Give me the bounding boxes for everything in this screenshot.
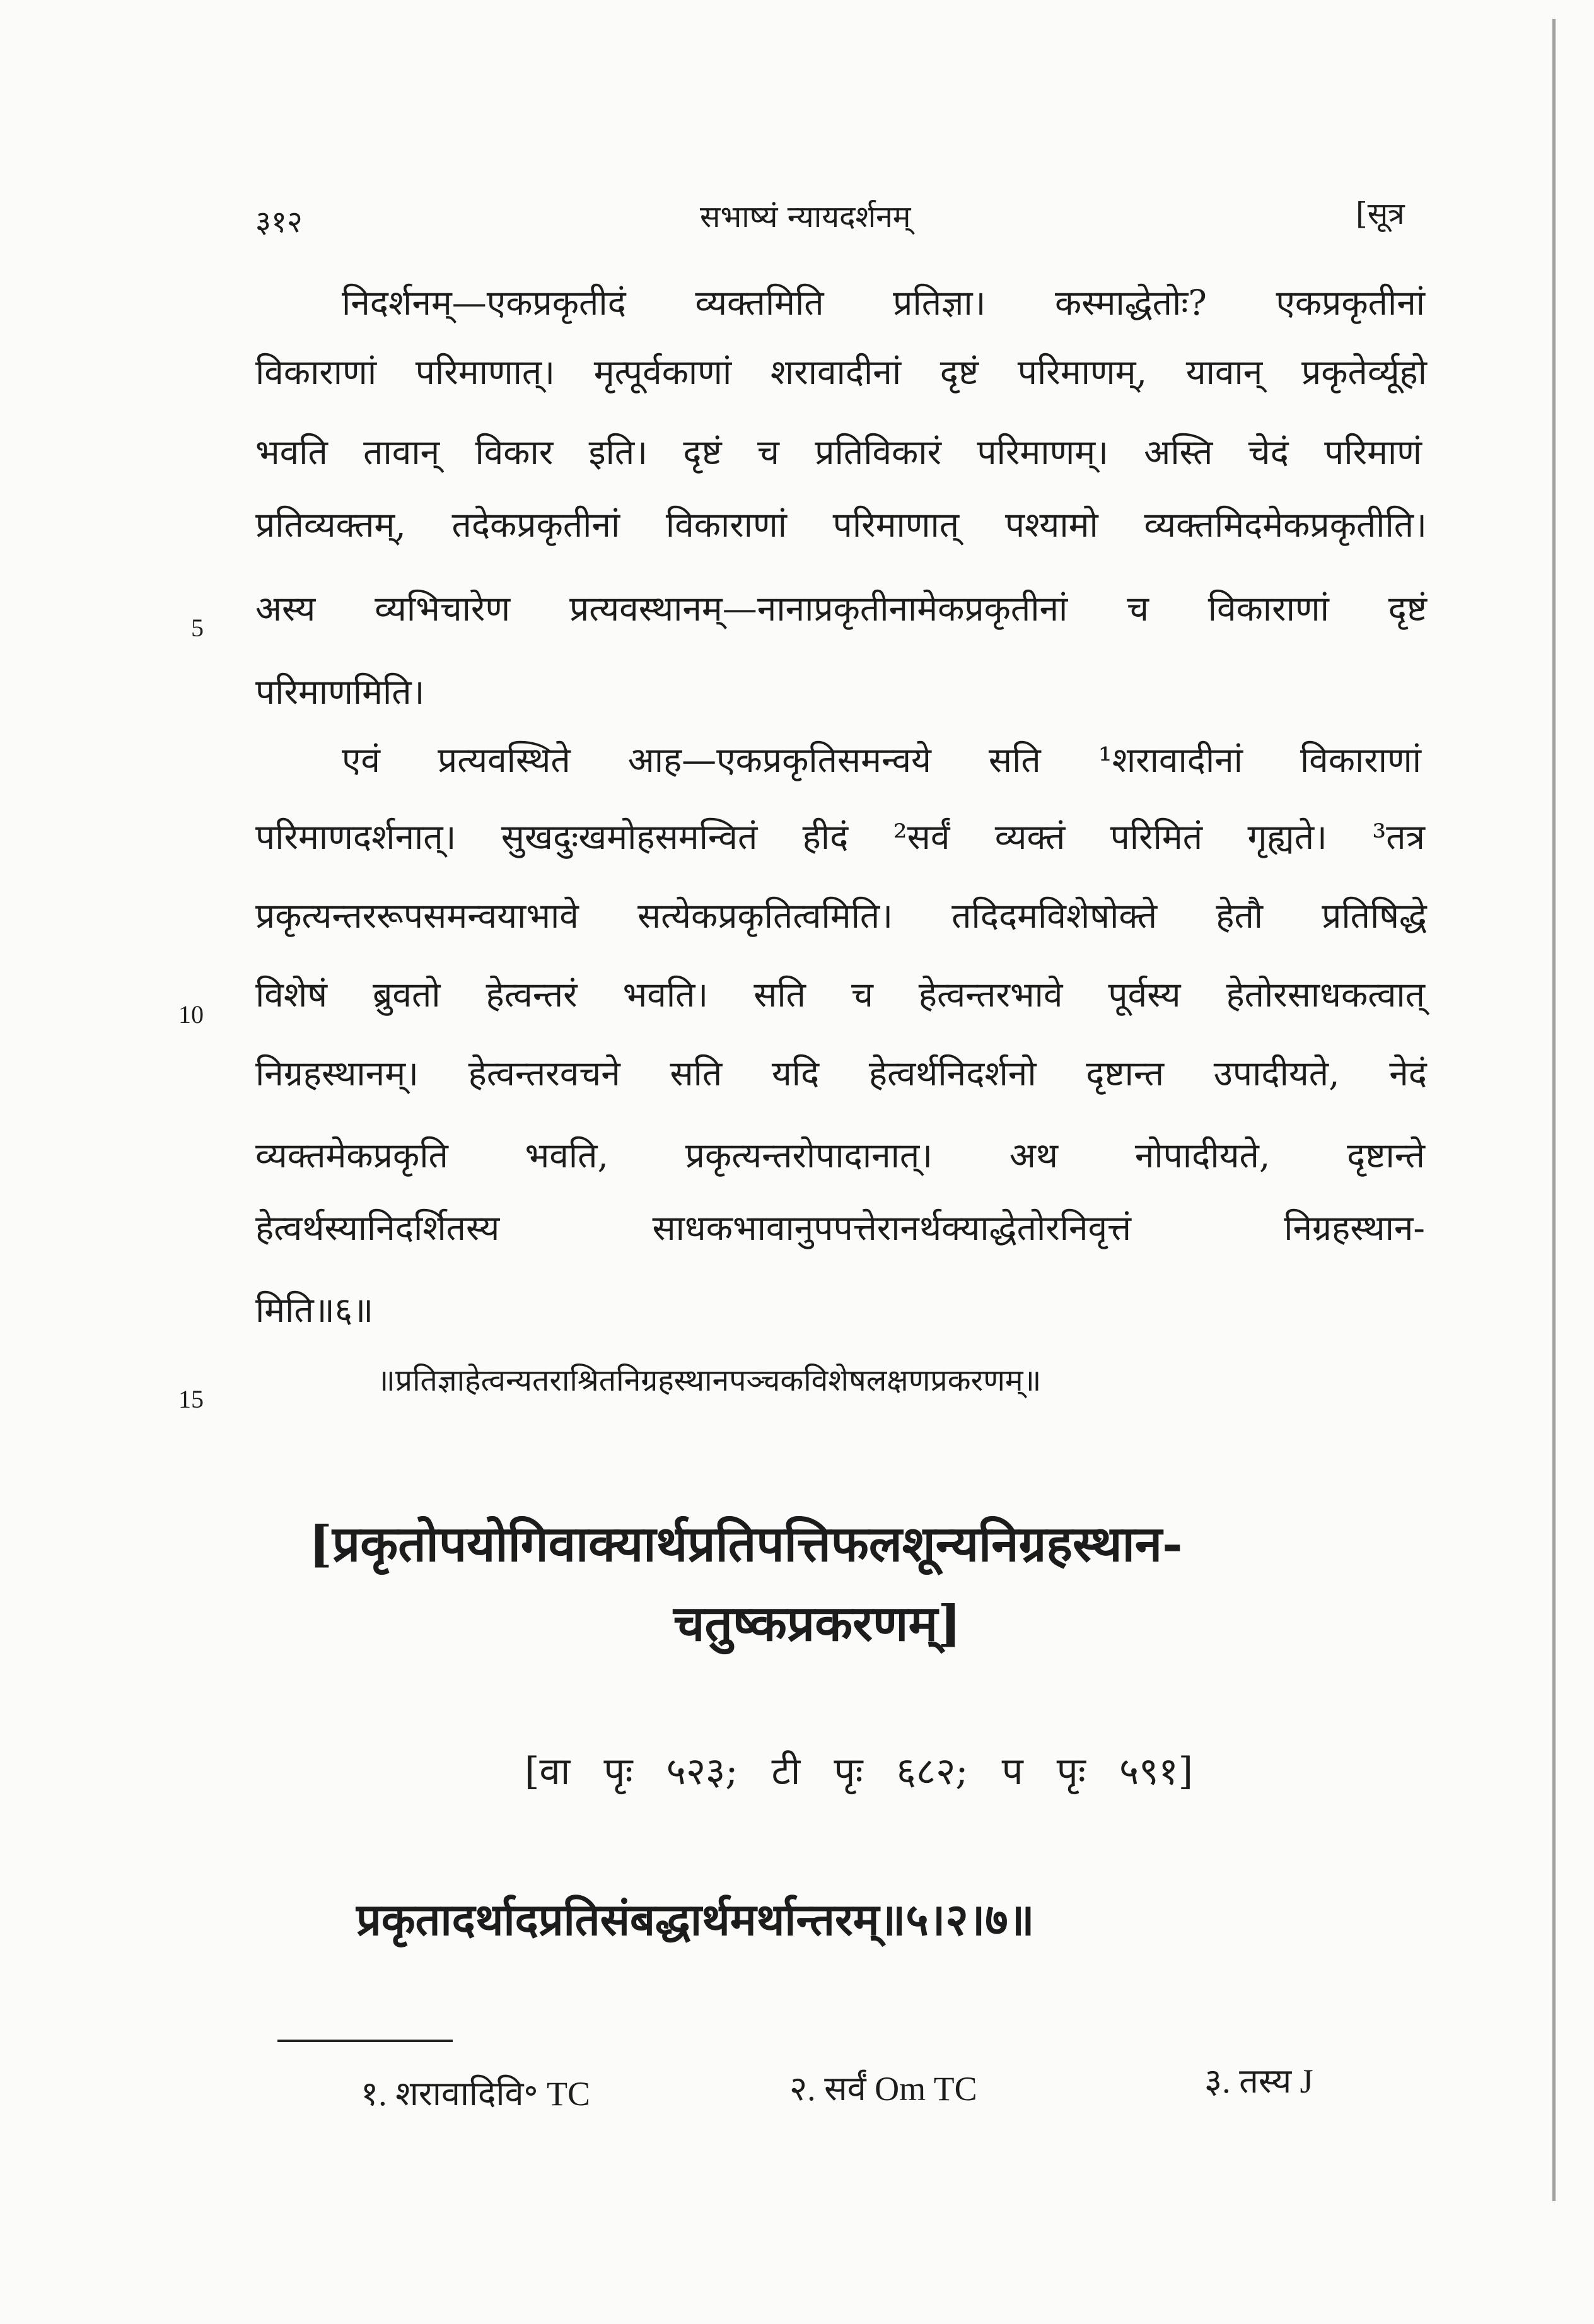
text-line: निदर्शनम्—एकप्रकृतीदं व्यक्तमिति प्रतिज्ञा। कस्माद्धेतोः? एकप्रकृतीनां xyxy=(342,283,1425,323)
line-number: 10 xyxy=(178,1000,204,1029)
section-end-line: ॥प्रतिज्ञाहेत्वन्यतराश्रितनिग्रहस्थानपञ्चकविशेषलक्षणप्रकरणम्॥ xyxy=(377,1363,1042,1398)
sutra-text: प्रकृतादर्थादप्रतिसंबद्धार्थमर्थान्तरम्॥५।२।७॥ xyxy=(356,1893,1035,1946)
text-line: व्यक्तमेकप्रकृति भवति, प्रकृत्यन्तरोपादानात्। अथ नोपादीयते, दृष्टान्ते xyxy=(255,1135,1425,1176)
footnote-divider xyxy=(277,2040,453,2042)
page-number: ३१२ xyxy=(255,204,303,240)
footnote: २. सर्वं Om TC xyxy=(789,2070,977,2108)
text-line: विशेषं ब्रुवतो हेत्वन्तरं भवति। सति च हेत्वन्तरभावे पूर्वस्य हेतोरसाधकत्वात् xyxy=(255,974,1425,1015)
footnote: १. शरावादिवि॰ TC xyxy=(361,2075,591,2113)
text-line: एवं प्रत्यवस्थिते आह—एकप्रकृतिसमन्वये सति ¹शरावादीनां विकाराणां xyxy=(342,740,1421,780)
text-line: प्रतिव्यक्तम्, तदेकप्रकृतीनां विकाराणां परिमाणात् पश्यामो व्यक्तमिदमेकप्रकृतीति। xyxy=(255,505,1427,545)
text-line: हेत्वर्थस्यानिदर्शितस्य साधकभावानुपपत्तेरानर्थक्याद्धेतोरनिवृत्तं निग्रहस्थान- xyxy=(255,1208,1425,1248)
heading-line-2: चतुष्कप्रकरणम्] xyxy=(673,1595,961,1652)
heading-line-1: [प्रकृतोपयोगिवाक्यार्थप्रतिपत्तिफलशून्यनिग्रहस्थान- xyxy=(309,1515,1183,1573)
line-number: 15 xyxy=(178,1385,204,1413)
text-line: परिमाणमिति। xyxy=(255,672,425,712)
page-references: [वा पृः ५२३; टी पृः ६८२; प पृः ५९१] xyxy=(525,1749,1193,1794)
footnote: ३. तस्य J xyxy=(1204,2062,1313,2100)
text-line: विकाराणां परिमाणात्। मृत्पूर्वकाणां शरावादीनां दृष्टं परिमाणम्, यावान् प्रकृतेर्व्यूहो xyxy=(255,352,1427,392)
section-marker: [सूत्र xyxy=(1356,196,1405,231)
text-line: अस्य व्यभिचारेण प्रत्यवस्थानम्—नानाप्रकृतीनामेकप्रकृतीनां च विकाराणां दृष्टं xyxy=(255,588,1427,629)
line-number: 5 xyxy=(191,614,204,642)
page-edge-shadow xyxy=(1552,19,1556,2201)
text-line: परिमाणदर्शनात्। सुखदुःखमोहसमन्वितं हीदं ²सर्वं व्यक्तं परिमितं गृह्यते। ³तत्र xyxy=(255,817,1425,857)
running-title: सभाष्यं न्यायदर्शनम् xyxy=(700,199,911,235)
text-line: निग्रहस्थानम्। हेत्वन्तरवचने सति यदि हेत्वर्थनिदर्शनो दृष्टान्त उपादीयते, नेदं xyxy=(255,1053,1427,1094)
text-line: भवति तावान् विकार इति। दृष्टं च प्रतिविकारं परिमाणम्। अस्ति चेदं परिमाणं xyxy=(255,432,1422,472)
text-line: मिति॥६॥ xyxy=(255,1290,374,1330)
text-line: प्रकृत्यन्तररूपसमन्वयाभावे सत्येकप्रकृतित्वमिति। तदिदमविशेषोक्ते हेतौ प्रतिषिद्धे xyxy=(255,896,1427,936)
